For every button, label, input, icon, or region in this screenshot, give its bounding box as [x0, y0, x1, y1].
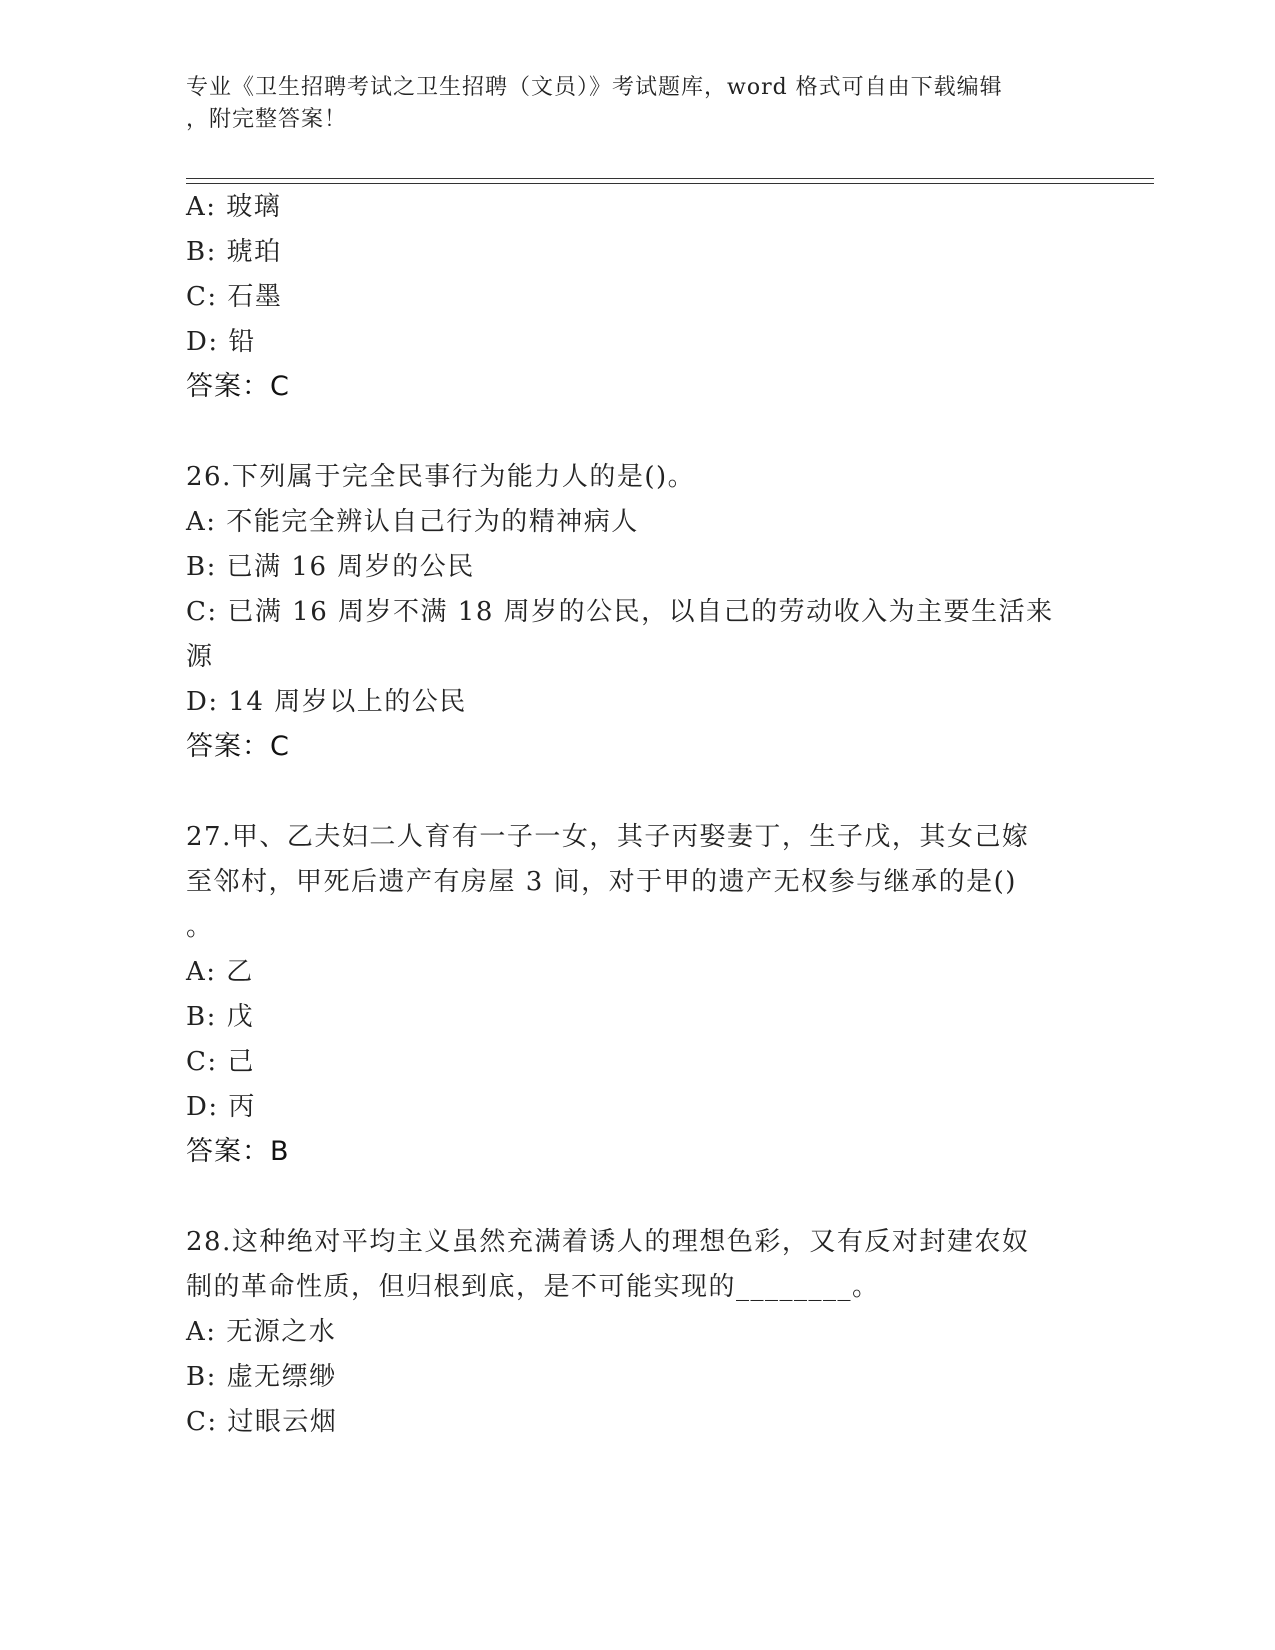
q27-option-a: A: 乙	[186, 957, 254, 987]
q26-option-c: C: 已满 16 周岁不满 18 周岁的公民，以自己的劳动收入为主要生活来	[186, 597, 1054, 627]
q26-option-b: B: 已满 16 周岁的公民	[186, 552, 475, 582]
q27-option-c: C: 己	[186, 1047, 255, 1077]
q26-answer: 答案：C	[186, 731, 290, 762]
q25-option-c: C: 石墨	[186, 282, 283, 312]
q27-option-b: B: 戊	[186, 1002, 255, 1032]
q27-stem-line-2: 至邻村，甲死后遗产有房屋 3 间，对于甲的遗产无权参与继承的是()	[186, 867, 1017, 897]
q25-option-b: B: 琥珀	[186, 237, 282, 267]
q27-stem-line-1: 27.甲、乙夫妇二人育有一子一女，其子丙娶妻丁，生子戊，其女己嫁	[186, 822, 1030, 852]
q28-option-a: A: 无源之水	[186, 1317, 337, 1347]
header-line-1: 专业《卫生招聘考试之卫生招聘（文员）》考试题库，word 格式可自由下载编辑	[186, 75, 1003, 100]
q25-option-d: D: 铅	[186, 327, 256, 357]
q28-stem-line-2: 制的革命性质，但归根到底，是不可能实现的________。	[186, 1272, 880, 1302]
q26-stem: 26.下列属于完全民事行为能力人的是()。	[186, 462, 696, 492]
q28-stem-line-1: 28.这种绝对平均主义虽然充满着诱人的理想色彩，又有反对封建农奴	[186, 1227, 1030, 1257]
header-line-2: ，附完整答案！	[186, 107, 348, 132]
q26-option-a: A: 不能完全辨认自己行为的精神病人	[186, 507, 639, 537]
q28-option-b: B: 虚无缥缈	[186, 1362, 337, 1392]
q25-option-a: A: 玻璃	[186, 192, 282, 222]
q28-option-c: C: 过眼云烟	[186, 1407, 338, 1437]
q26-option-d: D: 14 周岁以上的公民	[186, 687, 467, 717]
q27-stem-line-3: 。	[186, 912, 214, 942]
header-divider-top	[186, 178, 1154, 179]
header-divider-bottom	[186, 183, 1154, 184]
q25-answer: 答案：C	[186, 371, 290, 402]
q26-option-c-continued: 源	[186, 642, 214, 672]
q27-option-d: D: 丙	[186, 1092, 256, 1122]
q27-answer: 答案：B	[186, 1136, 290, 1167]
document-header	[186, 72, 1086, 136]
